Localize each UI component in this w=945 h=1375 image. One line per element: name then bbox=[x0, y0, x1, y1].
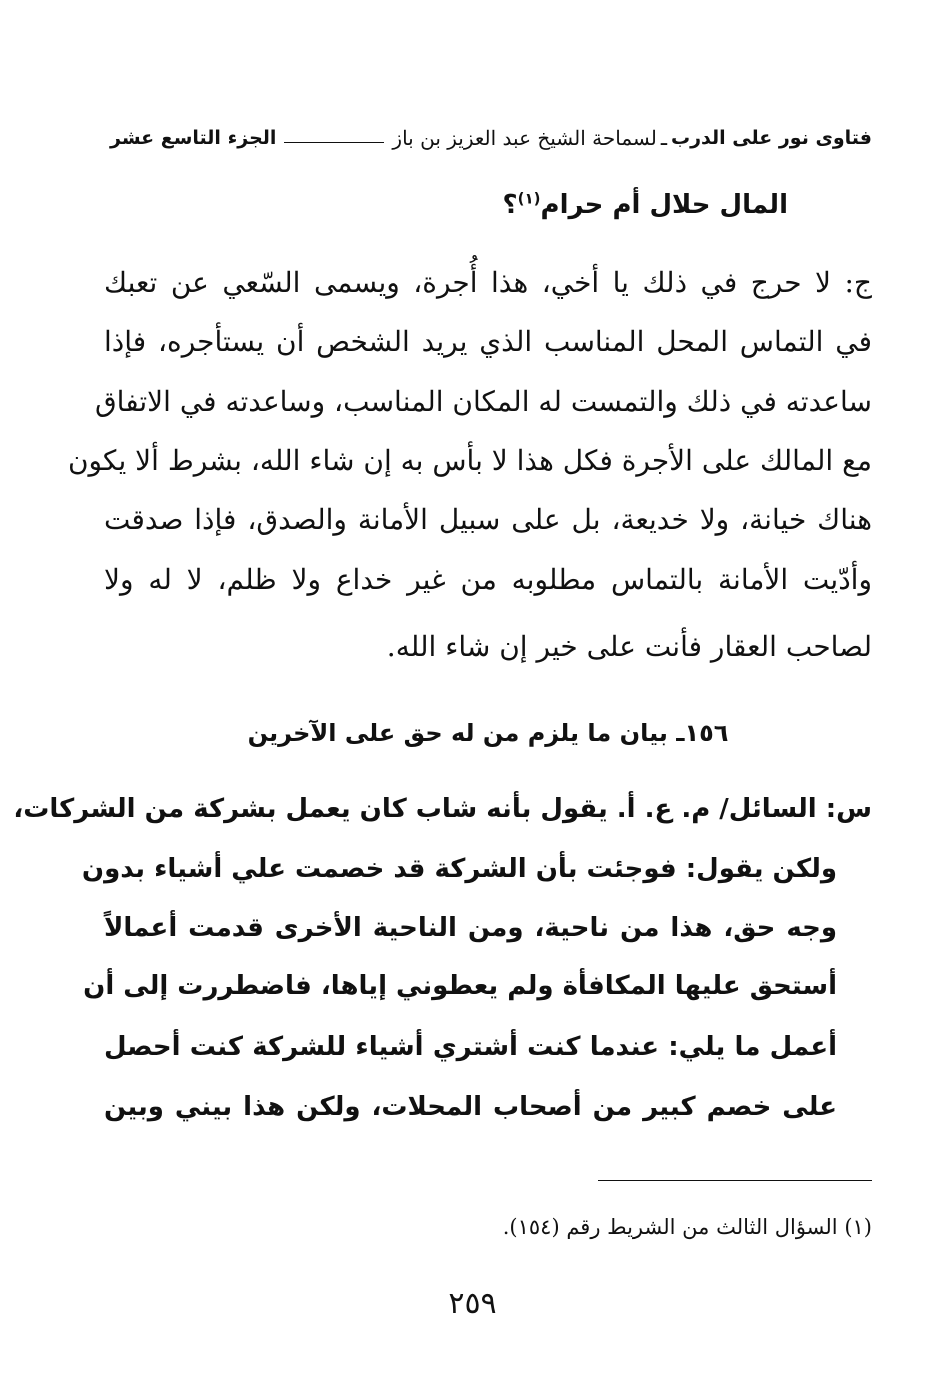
question-line: وجه حق، هذا من ناحية، ومن الناحية الأخرى قدمت أعمالاً bbox=[104, 913, 837, 943]
answer-line: في التماس المحل المناسب الذي يريد الشخص أن يستأجره، فإذا bbox=[104, 325, 872, 358]
question-end-text: المال حلال أم حرام bbox=[540, 190, 788, 220]
answer-line: وأدّيت الأمانة بالتماس مطلوبه من غير خداع ولا ظلم، لا له ولا bbox=[104, 563, 872, 596]
question-line: ولكن يقول: فوجئت بأن الشركة قد خصمت علي أشياء بدون bbox=[81, 854, 837, 884]
section-heading: ١٥٦ـ بيان ما يلزم من له حق على الآخرين bbox=[247, 719, 729, 747]
question-line: أعمل ما يلي: عندما كنت أشتري أشياء للشركة كنت أحصل bbox=[104, 1032, 837, 1062]
question-end-line bbox=[104, 185, 872, 225]
volume-label: الجزء التاسع عشر bbox=[110, 127, 277, 149]
header-dash: ـ bbox=[660, 126, 667, 150]
answer-line: ساعدته في ذلك والتمست له المكان المناسب، وساعدته في الاتفاق bbox=[94, 385, 872, 418]
header-rule bbox=[284, 142, 384, 143]
running-header bbox=[110, 118, 872, 158]
footnote-marker: (١) bbox=[517, 189, 541, 208]
answer-line: مع المالك على الأجرة فكل هذا لا بأس به إن شاء الله، بشرط ألا يكون bbox=[67, 444, 872, 477]
answer-line: لصاحب العقار فأنت على خير إن شاء الله. bbox=[386, 630, 872, 663]
footnote: (١) السؤال الثالث من الشريط رقم (١٥٤). bbox=[502, 1215, 872, 1239]
answer-line: ج: لا حرج في ذلك يا أخي، هذا أُجرة، ويسمى السّعي عن تعبك bbox=[104, 266, 872, 299]
question-line: س: السائل/ م. ع. أ. يقول بأنه شاب كان يعمل بشركة من الشركات، bbox=[13, 794, 872, 824]
question-line: على خصم كبير من أصحاب المحلات، ولكن هذا بيني وبين bbox=[104, 1092, 837, 1122]
page-number: ٢٥٩ bbox=[448, 1286, 497, 1321]
book-title: فتاوى نور على الدرب bbox=[671, 127, 872, 149]
footnote-rule bbox=[598, 1180, 872, 1181]
author-name: لسماحة الشيخ عبد العزيز بن باز bbox=[392, 126, 657, 150]
answer-line: هناك خيانة، ولا خديعة، بل على سبيل الأمانة والصدق، فإذا صدقت bbox=[104, 503, 872, 536]
question-mark: ؟ bbox=[502, 190, 518, 220]
question-line: أستحق عليها المكافأة ولم يعطوني إياها، فاضطررت إلى أن bbox=[83, 971, 837, 1001]
